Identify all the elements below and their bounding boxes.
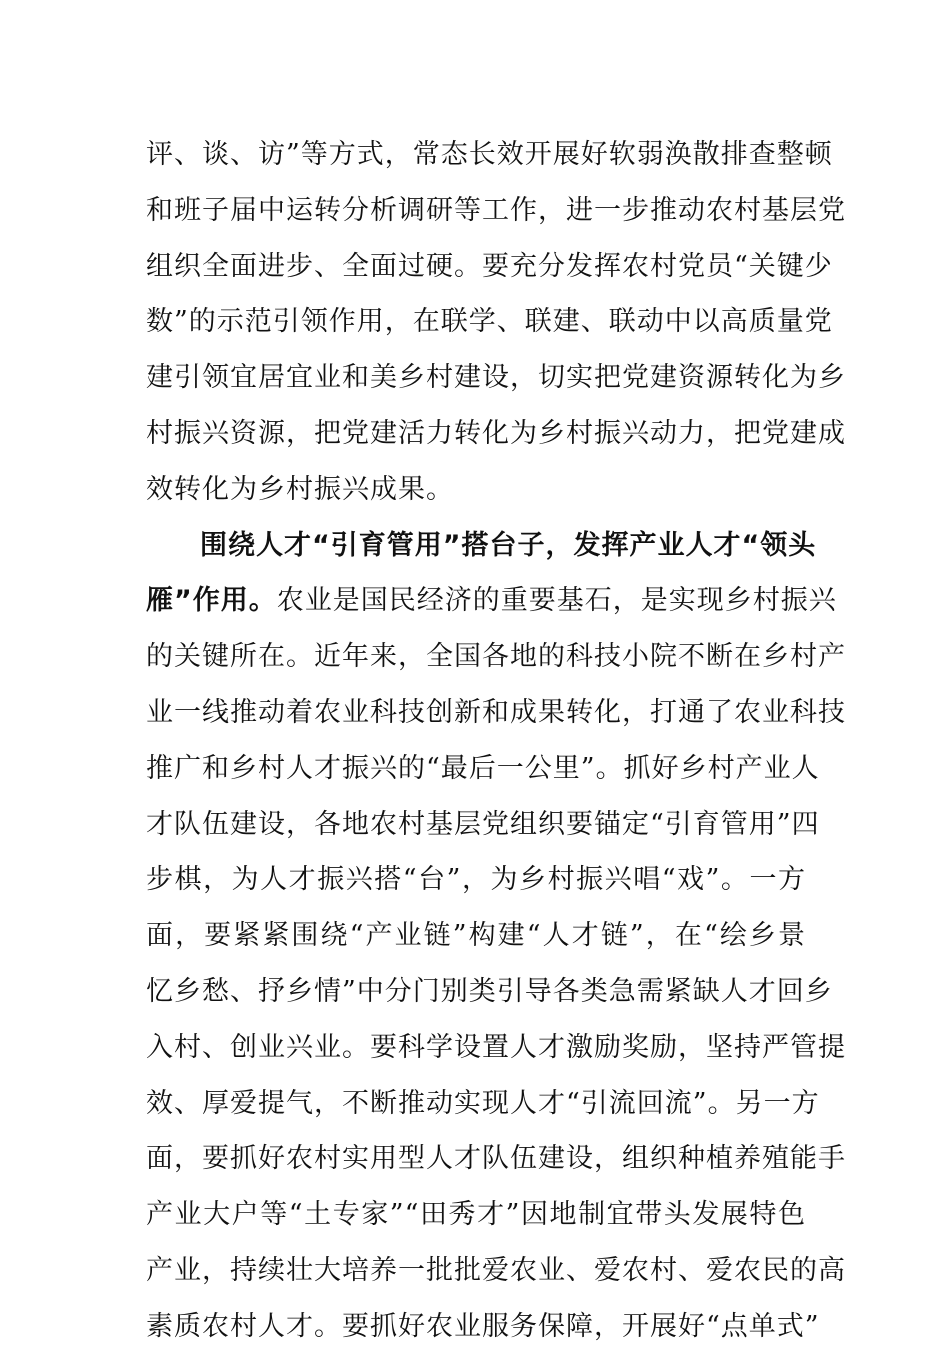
document-page bbox=[146, 127, 846, 1355]
text-line: 才队伍建设，各地农村基层党组织要锚定“引育管用”四 bbox=[146, 808, 820, 840]
text-line: 面，要紧紧围绕“产业链”构建“人才链”，在“绘乡景 bbox=[146, 920, 806, 952]
section-heading-line bbox=[146, 518, 817, 574]
text-line: 产业，持续壮大培养一批批爱农业、爱农村、爱农民的高 bbox=[146, 1254, 846, 1286]
text-line: 建引领宜居宜业和美乡村建设，切实把党建资源转化为乡 bbox=[146, 362, 846, 394]
text-line: 面，要抓好农村实用型人才队伍建设，组织种植养殖能手 bbox=[146, 1143, 846, 1175]
text-line: 入村、创业兴业。要科学设置人才激励奖励，坚持严管提 bbox=[146, 1031, 846, 1063]
text-line: 效转化为乡村振兴成果。 bbox=[146, 473, 454, 505]
section-heading: 围绕人才“引育管用”搭台子，发挥产业人才“领头 bbox=[200, 529, 817, 561]
text-line: 素质农村人才。要抓好农业服务保障，开展好“点单式” bbox=[146, 1310, 820, 1342]
text-line: 忆乡愁、抒乡情”中分门别类引导各类急需紧缺人才回乡 bbox=[146, 975, 833, 1007]
text-line: 产业大户等“土专家”“田秀才”因地制宜带头发展特色 bbox=[146, 1199, 806, 1231]
text-line: 推广和乡村人才振兴的“最后一公里”。抓好乡村产业人 bbox=[146, 752, 820, 784]
text-line: 的关键所在。近年来，全国各地的科技小院不断在乡村产 bbox=[146, 641, 846, 673]
paragraph-talent bbox=[146, 518, 846, 1355]
text-line: 效、厚爱提气，不断推动实现人才“引流回流”。另一方 bbox=[146, 1087, 820, 1119]
section-heading-continued: 雁”作用。 bbox=[146, 585, 277, 617]
text-segment: 农业是国民经济的重要基石，是实现乡村振兴 bbox=[276, 585, 837, 617]
text-line: 业一线推动着农业科技创新和成果转化，打通了农业科技 bbox=[146, 696, 846, 728]
text-line: 组织全面进步、全面过硬。要充分发挥农村党员“关键少 bbox=[146, 250, 833, 282]
text-line: 数”的示范引领作用，在联学、联建、联动中以高质量党 bbox=[146, 306, 833, 338]
text-line: 步棋，为人才振兴搭“台”，为乡村振兴唱“戏”。一方 bbox=[146, 864, 806, 896]
paragraph-party-building bbox=[146, 127, 846, 518]
text-line: 和班子届中运转分析调研等工作，进一步推动农村基层党 bbox=[146, 194, 846, 226]
text-line: 评、谈、访”等方式，常态长效开展好软弱涣散排查整顿 bbox=[146, 139, 833, 170]
text-line: 村振兴资源，把党建活力转化为乡村振兴动力，把党建成 bbox=[146, 417, 846, 449]
text-line bbox=[146, 573, 837, 629]
